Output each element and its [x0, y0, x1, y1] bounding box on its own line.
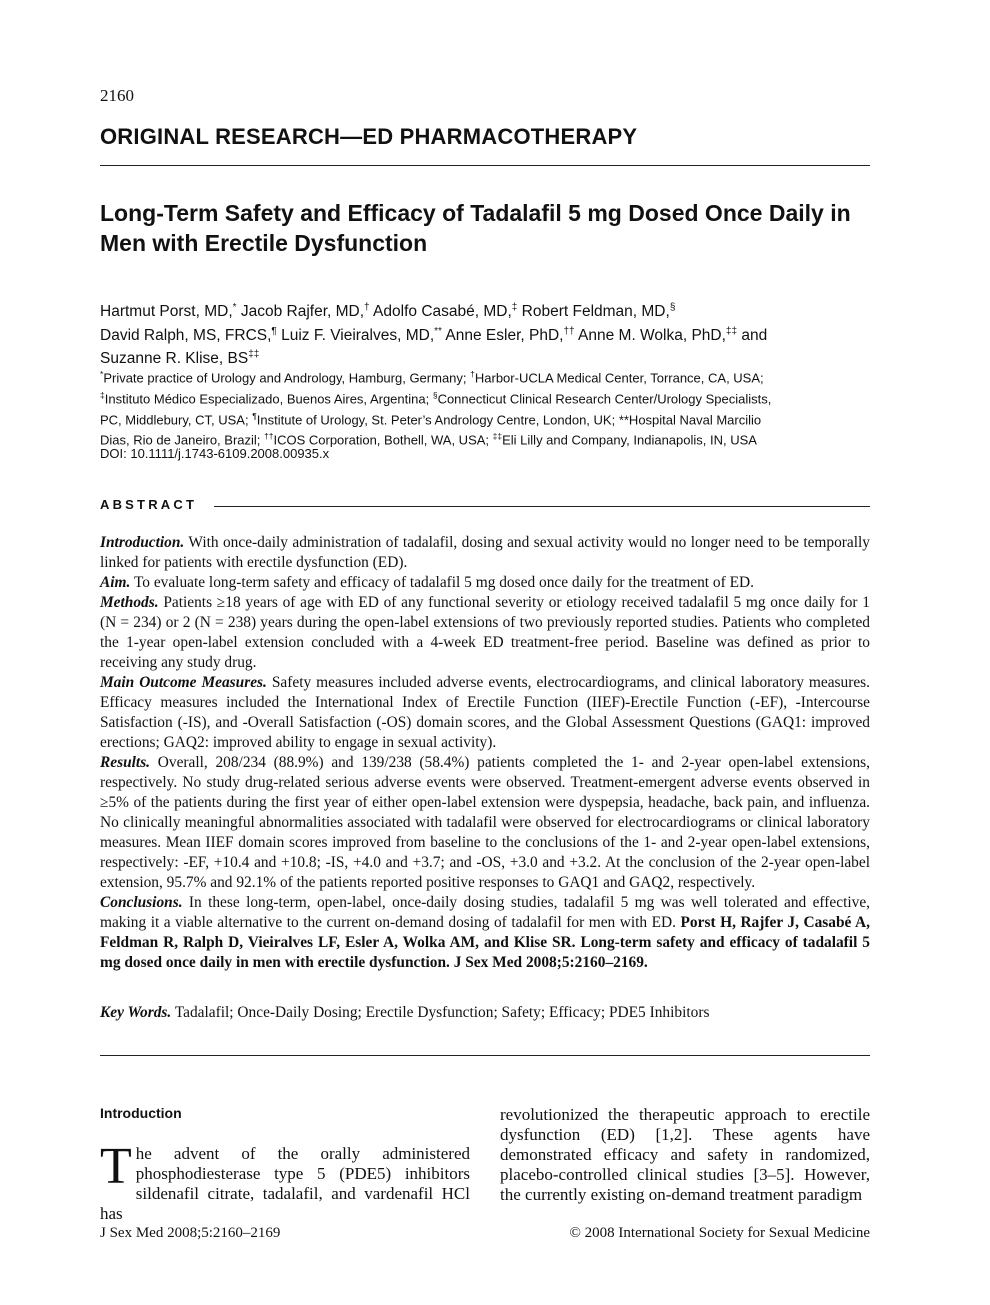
abstract-section-label: Introduction.	[100, 534, 185, 551]
abstract-section-text: Safety measures included adverse events, electrocardiograms, and clinical laboratory measures. Efficacy measures included the International Index of Erectile Function (IIEF)-Erectile Function (-EF), -Intercourse Satisfaction (-IS), and -Overall Satisfaction (-OS) domain scores, and the Global Assessment Questions (GAQ1: improved erections; GAQ2: improved ability to engage in sexual activity).	[100, 674, 871, 751]
affiliation-mark: ‡‡	[492, 431, 503, 442]
author-name: David Ralph, MS, FRCS,	[100, 326, 272, 344]
affiliations	[100, 366, 870, 449]
abstract-results	[100, 753, 870, 893]
introduction-text: he advent of the orally administered phosphodiesterase type 5 (PDE5) inhibitors sildenafil citrate, tadalafil, and vardenafil HCl has	[100, 1144, 470, 1223]
abstract-section-text: In these long-term, open-label, once-daily dosing studies, tadalafil 5 mg was well tolerated and effective, making it a viable alternative to the current on-demand dosing of tadalafil for men with ED.	[100, 894, 870, 931]
abstract-section-label: Methods.	[100, 594, 159, 611]
affiliation-mark: ¶	[271, 325, 277, 337]
affiliation-mark: §	[669, 302, 676, 313]
affiliation-text: ICOS Corporation, Bothell, WA, USA;	[273, 432, 493, 448]
affiliation-mark: **	[434, 325, 442, 337]
affiliation-mark: ¶	[252, 410, 257, 421]
abstract-methods	[100, 593, 870, 673]
author-name: Adolfo Casabé, MD,	[369, 303, 512, 321]
abstract-section-label: Results.	[100, 754, 151, 771]
author-name: Suzanne R. Klise, BS	[100, 350, 249, 368]
section-heading: ORIGINAL RESEARCH—ED PHARMACOTHERAPY	[100, 124, 638, 149]
copyright-footer: © 2008 International Society for Sexual Medicine	[569, 1225, 870, 1241]
introduction-heading: Introduction	[100, 1105, 182, 1121]
introduction-column-1	[100, 1138, 470, 1224]
author-join: and	[737, 326, 768, 344]
header-divider	[100, 165, 870, 166]
introduction-column-2: revolutionized the therapeutic approach to erectile dysfunction (ED) [1,2]. These agents have demonstrated efficacy and safety in randomized, placebo-controlled clinical studies [3–5]. However, the currently existing on-demand treatment paradigm	[500, 1105, 870, 1204]
keywords-label: Key Words.	[100, 1004, 172, 1021]
author-name: Anne Esler, PhD,	[441, 326, 564, 344]
affiliation-mark: ‡‡	[725, 325, 738, 337]
abstract-outcome	[100, 673, 870, 753]
affiliation-mark: ††	[563, 325, 575, 337]
author-name: Luiz F. Vieiralves, MD,	[276, 326, 435, 344]
abstract-section-text: Overall, 208/234 (88.9%) and 139/238 (58.4%) patients completed the 1- and 2-year open-label extensions, respectively. No study drug-related serious adverse events were observed. Treatment-emergent adverse events observed in ≥5% of the patients during the first year of either open-label extension were dyspepsia, headache, back pain, and influenza. No clinically meaningful abnormalities associated with tadalafil were observed for electrocardiograms or clinical laboratory measures. Mean IIEF domain scores improved from baseline to the conclusions of the 1- and 2-year open-label extensions, respectively: -EF, +10.4 and +10.8; -IS, +4.0 and +3.7; and -OS, +3.0 and +3.2. At the conclusion of the 2-year open-label extension, 95.7% and 92.1% of the patients reported positive responses to GAQ1 and GAQ2, respectively.	[100, 754, 870, 891]
affiliation-mark: †	[470, 369, 475, 379]
abstract-end-divider	[100, 1055, 870, 1056]
abstract-section-text: Patients ≥18 years of age with ED of any functional severity or etiology received tadalafil 5 mg once daily for 1 (N = 234) or 2 (N = 238) years during the open-label extensions of two previously reported studies. Patients who completed the 1-year open-label extension concluded with a 4-week ED treatment-free period. Baseline was defined as prior to receiving any study drug.	[100, 594, 870, 671]
affiliation-mark: *	[232, 302, 237, 313]
author-list	[100, 298, 870, 369]
abstract-section-label: Main Outcome Measures.	[100, 674, 267, 691]
abstract-section-text: To evaluate long-term safety and efficacy of tadalafil 5 mg dosed once daily for the treatment of ED.	[130, 574, 754, 591]
affiliation-mark: *	[100, 369, 104, 379]
affiliation-text: Private practice of Urology and Andrology, Hamburg, Germany;	[103, 370, 471, 386]
abstract-divider	[214, 506, 870, 507]
affiliation-mark: ‡‡	[248, 349, 260, 361]
doi-link[interactable]: DOI: 10.1111/j.1743-6109.2008.00935.x	[100, 446, 330, 461]
affiliation-text: PC, Middlebury, CT, USA;	[100, 411, 253, 427]
page-number: 2160	[100, 86, 134, 105]
keywords	[100, 1003, 870, 1023]
affiliation-text: Connecticut Clinical Research Center/Urology Specialists,	[437, 391, 772, 407]
author-name: Robert Feldman, MD,	[517, 303, 670, 321]
abstract-conclusions	[100, 893, 870, 973]
author-name: Hartmut Porst, MD,	[100, 303, 233, 321]
affiliation-mark: †	[364, 302, 370, 313]
affiliation-text: Harbor-UCLA Medical Center, Torrance, CA, USA;	[474, 370, 764, 386]
affiliation-mark: §	[432, 389, 438, 400]
abstract-introduction	[100, 533, 870, 573]
abstract-section-label: Aim.	[100, 574, 131, 591]
drop-cap: T	[100, 1138, 132, 1195]
affiliation-text: Dias, Rio de Janeiro, Brazil;	[100, 432, 265, 448]
abstract-aim	[100, 573, 870, 593]
abstract-section-text: With once-daily administration of tadalafil, dosing and sexual activity would no longer need to be temporally linked for patients with erectile dysfunction (ED).	[100, 534, 870, 571]
affiliation-mark: ‡	[511, 302, 518, 313]
affiliation-text: Institute of Urology, St. Peter’s Andrology Centre, London, UK; **Hospital Naval Marcilio	[256, 411, 762, 427]
affiliation-mark: ††	[264, 431, 274, 442]
author-name: Jacob Rajfer, MD,	[236, 303, 365, 321]
abstract-body	[100, 533, 870, 973]
author-name: Anne M. Wolka, PhD,	[574, 326, 726, 344]
abstract-section-label: Conclusions.	[100, 894, 183, 911]
abstract-label: ABSTRACT	[100, 497, 203, 512]
citation: Porst H, Rajfer J, Casabé A, Feldman R, Ralph D, Vieiralves LF, Esler A, Wolka AM, and Klise SR. Long-term safety and efficacy of tadalafil 5 mg dosed once daily in men with erectile dysfunction. J Sex Med 2008;5:2160–2169.	[100, 914, 870, 971]
affiliation-text: Instituto Médico Especializado, Buenos Aires, Argentina;	[104, 391, 433, 407]
journal-citation-footer: J Sex Med 2008;5:2160–2169	[100, 1225, 281, 1241]
article-title: Long-Term Safety and Efficacy of Tadalafil 5 mg Dosed Once Daily in Men with Erectile Dysfunction	[100, 200, 851, 256]
affiliation-text: Eli Lilly and Company, Indianapolis, IN, USA	[502, 432, 757, 448]
keywords-text: Tadalafil; Once-Daily Dosing; Erectile Dysfunction; Safety; Efficacy; PDE5 Inhibitors	[171, 1004, 710, 1021]
affiliation-mark: ‡	[100, 389, 105, 400]
